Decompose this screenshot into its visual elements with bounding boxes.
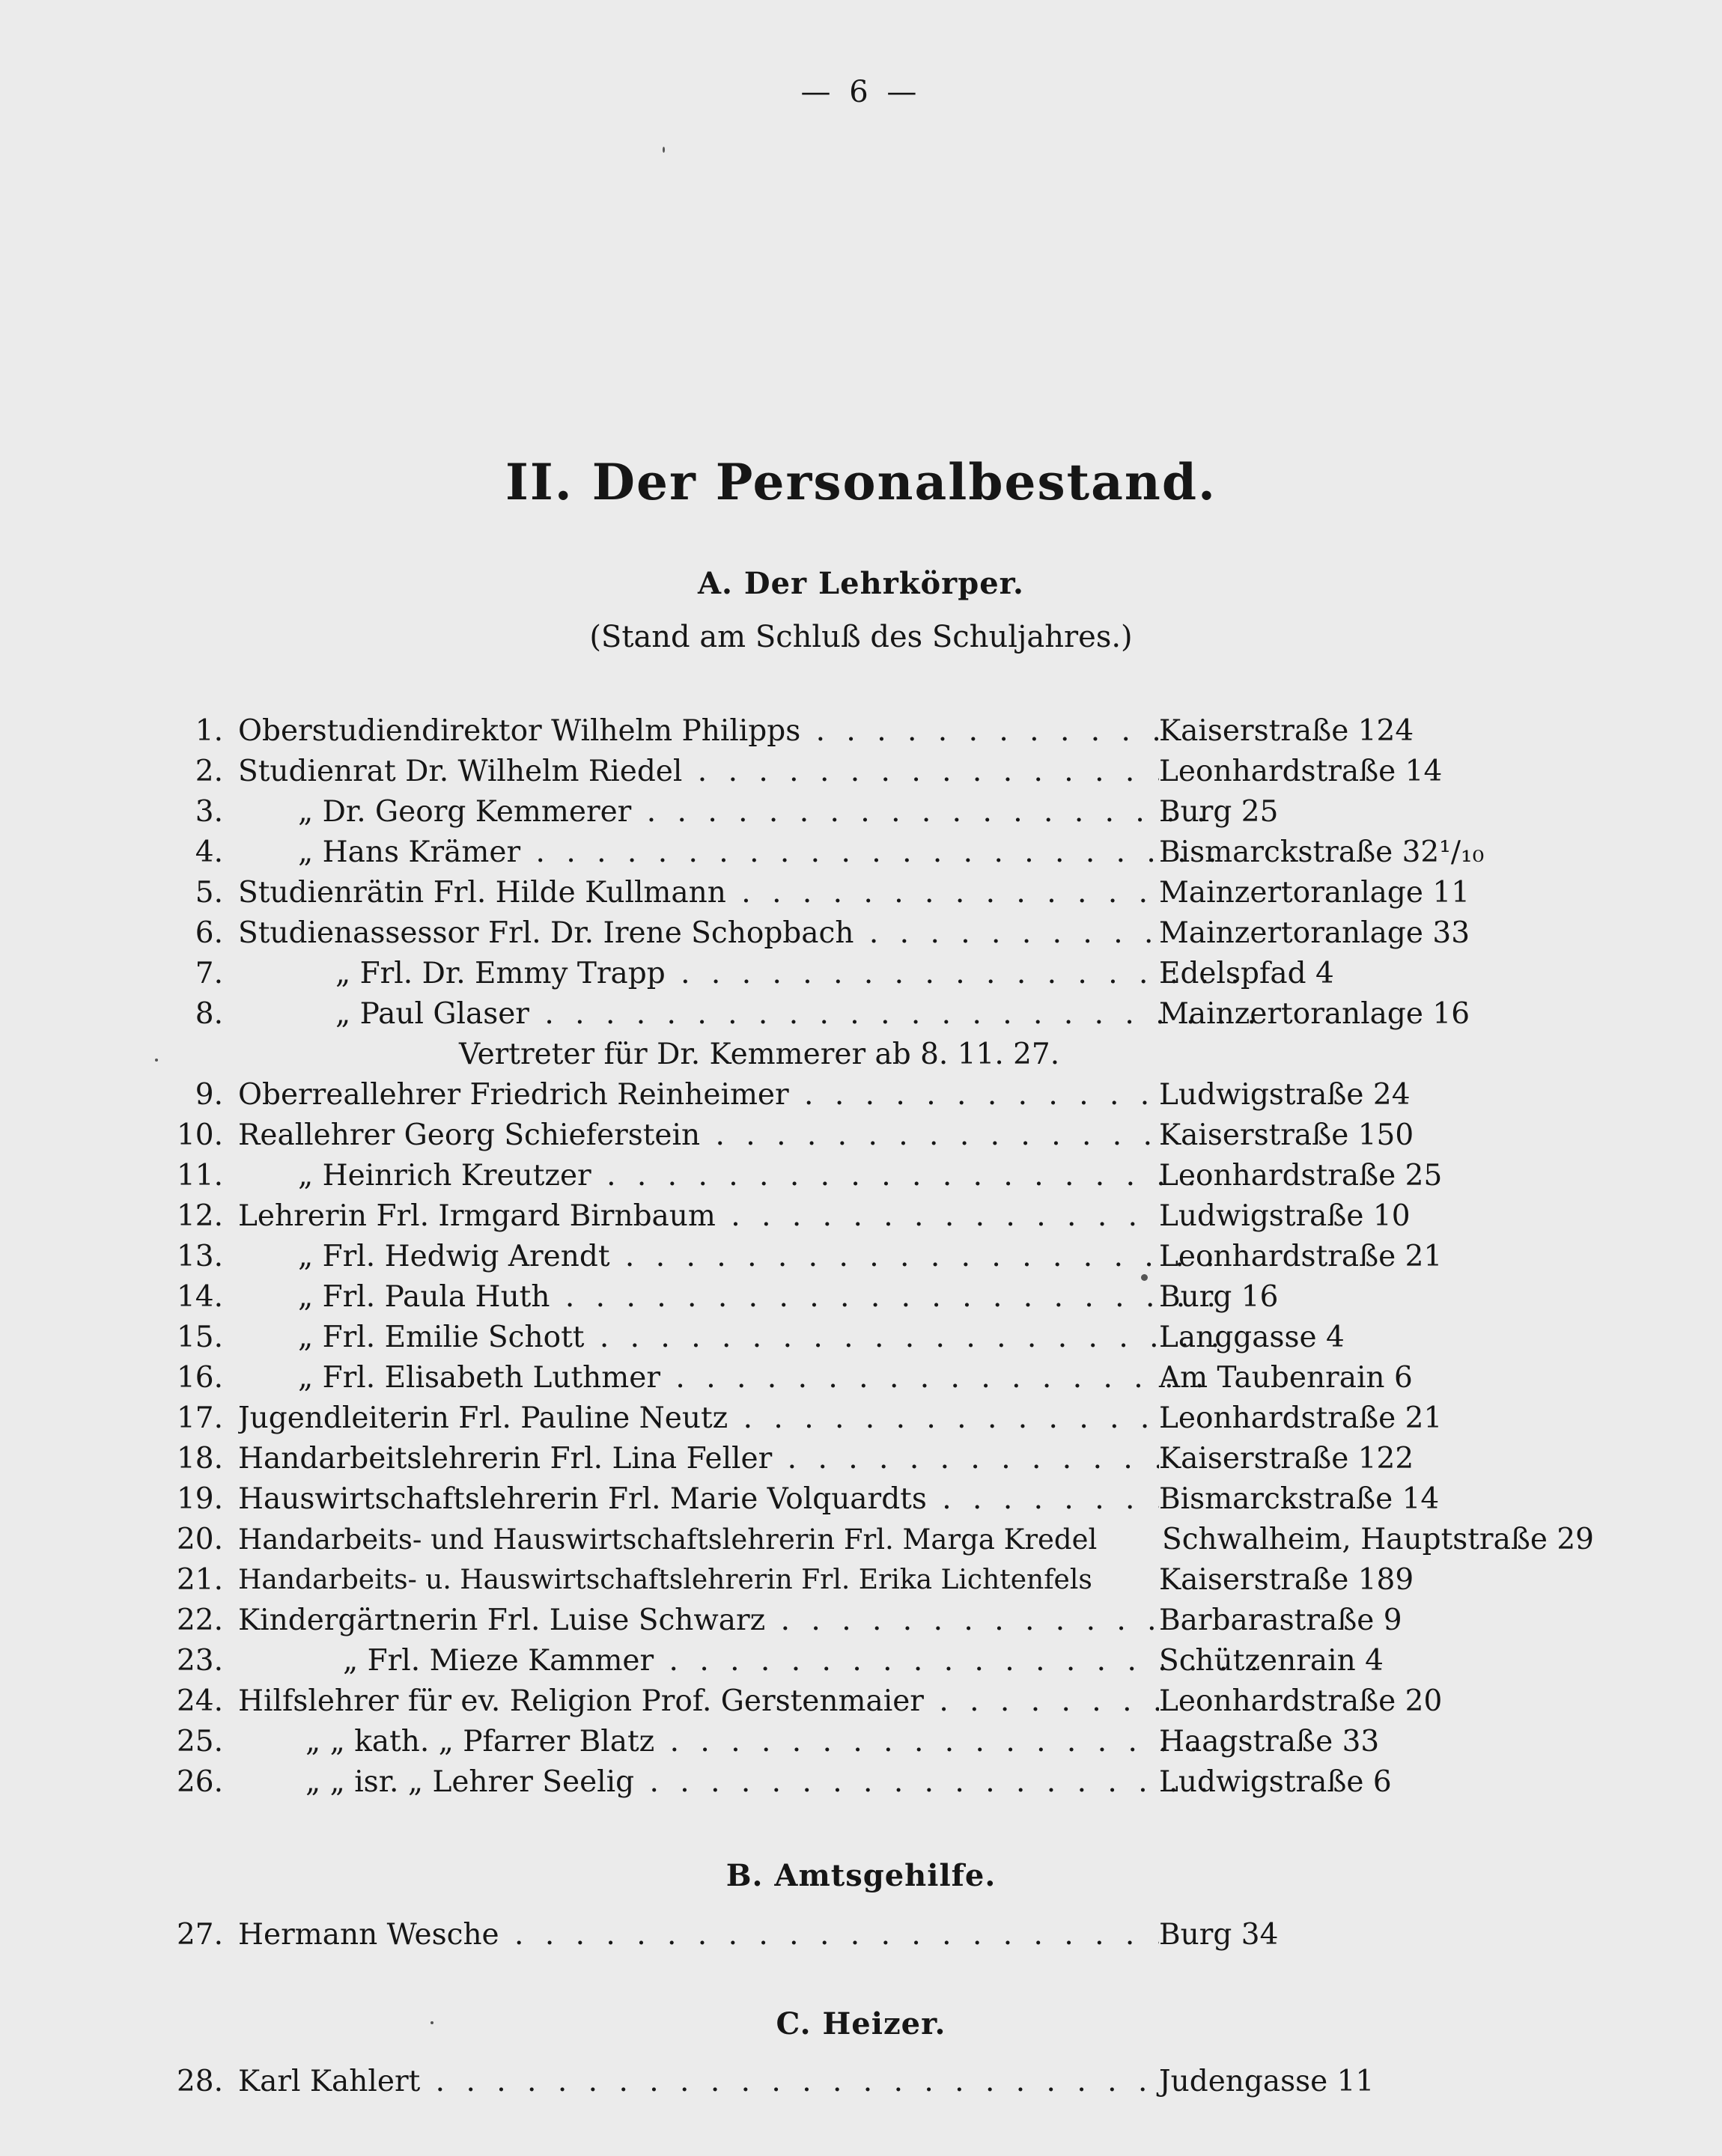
entry-number: 2.: [195, 755, 223, 788]
entry-number: 21.: [176, 1563, 223, 1597]
list-item: [0, 1439, 1722, 1479]
entry-name: Studienrat Dr. Wilhelm Riedel . . .: [238, 752, 1159, 792]
entry-address: Kaiserstraße 189: [1159, 1563, 1414, 1597]
list-item: [0, 1075, 1722, 1115]
entry-name: „ Frl. Emilie Schott . . .: [238, 1318, 1219, 1358]
entry-number: 7.: [195, 957, 223, 990]
entry-number: 11.: [176, 1159, 223, 1193]
entry-address: Burg 25: [1159, 795, 1279, 829]
entry-address: Bismarckstraße 14: [1159, 1482, 1440, 1516]
list-item: [0, 1318, 1722, 1358]
entry-number: 4.: [195, 835, 223, 869]
list-item: [0, 913, 1722, 954]
entry-name: „ Hans Krämer . . .: [238, 832, 1219, 873]
entry-number: 9.: [195, 1078, 223, 1112]
paper-speck: [155, 1059, 158, 1062]
entry-number: 15.: [176, 1321, 223, 1354]
list-item: [0, 1156, 1722, 1196]
list-item: [0, 1601, 1722, 1641]
entry-number: 23.: [176, 1644, 223, 1678]
entry-name: Reallehrer Georg Schieferstein . . .: [238, 1115, 1159, 1156]
entry-number: 8.: [195, 997, 223, 1031]
entry-name: Handarbeits- u. Hauswirtschaftslehrerin Frl. Erika Lichtenfels: [238, 1565, 1092, 1595]
list-item: [0, 1520, 1722, 1560]
entry-address: Am Taubenrain 6: [1159, 1361, 1413, 1395]
list-item: [0, 711, 1722, 752]
entry-address: Kaiserstraße 124: [1159, 714, 1414, 748]
entry-name: „ Frl. Mieze Kammer . . .: [238, 1641, 1264, 1681]
entry-name: Hermann Wesche . . .: [238, 1915, 1159, 1955]
list-item: [0, 2062, 1722, 2102]
entry-address: Schützenrain 4: [1159, 1644, 1384, 1678]
entry-name: Handarbeitslehrerin Frl. Lina Feller . . .: [238, 1439, 1159, 1479]
list-item: [0, 1398, 1722, 1439]
entry-address: Leonhardstraße 21: [1159, 1401, 1443, 1435]
entry-number: 16.: [176, 1361, 223, 1395]
entry-number: 13.: [176, 1240, 223, 1273]
entry-note: Vertreter für Dr. Kemmerer ab 8. 11. 27.: [459, 1038, 1060, 1071]
entry-name: Oberreallehrer Friedrich Reinheimer . . .: [238, 1075, 1159, 1115]
list-item: [0, 954, 1722, 994]
entry-number: 14.: [176, 1280, 223, 1314]
entry-number: 10.: [176, 1118, 223, 1152]
list-item: [0, 1115, 1722, 1156]
entry-number: 1.: [195, 714, 223, 748]
entry-address: Schwalheim, Hauptstraße 29: [1162, 1523, 1594, 1556]
entry-number: 5.: [195, 876, 223, 910]
entry-name: Kindergärtnerin Frl. Luise Schwarz . . .: [238, 1601, 1159, 1641]
entry-address: Haagstraße 33: [1159, 1725, 1380, 1758]
entry-address: Ludwigstraße 24: [1159, 1078, 1411, 1112]
entry-address: Kaiserstraße 122: [1159, 1442, 1414, 1476]
entry-number: 26.: [176, 1765, 223, 1799]
list-item: [0, 1035, 1722, 1075]
entry-number: 12.: [176, 1199, 223, 1233]
list-item: [0, 792, 1722, 832]
entry-name: Lehrerin Frl. Irmgard Birnbaum . . .: [238, 1196, 1159, 1237]
entry-number: 18.: [176, 1442, 223, 1476]
list-item: [0, 873, 1722, 913]
entry-name: „ „ kath. „ Pfarrer Blatz . . .: [238, 1722, 1226, 1762]
entry-name: Jugendleiterin Frl. Pauline Neutz . . .: [238, 1398, 1159, 1439]
section-b-heading: B. Amtsgehilfe.: [725, 1858, 997, 1893]
entry-name: „ Paul Glaser . . .: [238, 994, 1256, 1035]
entry-address: Burg 16: [1159, 1280, 1279, 1314]
entry-address: Ludwigstraße 10: [1159, 1199, 1411, 1233]
entry-address: Burg 34: [1159, 1918, 1279, 1952]
entry-address: Barbarastraße 9: [1159, 1604, 1402, 1637]
section-a-subheading: (Stand am Schluß des Schuljahres.): [589, 620, 1133, 654]
entry-name: „ Heinrich Kreutzer . . .: [238, 1156, 1219, 1196]
entry-number: 19.: [176, 1482, 223, 1516]
entry-name: Handarbeits- und Hauswirtschaftslehrerin Frl. Marga Kredel: [238, 1523, 1098, 1556]
entry-address: Mainzertoranlage 16: [1159, 997, 1470, 1031]
list-item: [0, 1277, 1722, 1318]
entry-number: 6.: [195, 916, 223, 950]
paper-speck: [431, 2021, 433, 2024]
entry-address: Leonhardstraße 21: [1159, 1240, 1443, 1273]
entry-address: Leonhardstraße 14: [1159, 755, 1443, 788]
entry-address: Leonhardstraße 20: [1159, 1684, 1443, 1718]
entry-number: 3.: [195, 795, 223, 829]
entry-number: 17.: [176, 1401, 223, 1435]
entry-number: 22.: [176, 1604, 223, 1637]
entry-number: 28.: [176, 2065, 223, 2098]
entry-address: Ludwigstraße 6: [1159, 1765, 1392, 1799]
list-item: [0, 1196, 1722, 1237]
section-c-heading: C. Heizer.: [776, 2006, 946, 2041]
paper-speck: [1141, 1274, 1148, 1281]
entry-address: Bismarckstraße 32¹/₁₀: [1159, 835, 1485, 869]
list-item: [0, 1560, 1722, 1601]
list-item: [0, 1915, 1722, 1955]
list-item: [0, 1681, 1722, 1722]
page-title: II. Der Personalbestand.: [505, 453, 1217, 511]
entry-name: „ Dr. Georg Kemmerer . . .: [238, 792, 1219, 832]
entry-name: Studienassessor Frl. Dr. Irene Schopbach . . .: [238, 913, 1159, 954]
list-item: [0, 1762, 1722, 1803]
list-item: [0, 994, 1722, 1035]
entry-name: „ „ isr. „ Lehrer Seelig . . .: [238, 1762, 1226, 1803]
entry-address: Judengasse 11: [1159, 2065, 1375, 2098]
list-item: [0, 832, 1722, 873]
list-item: [0, 1722, 1722, 1762]
entry-address: Edelspfad 4: [1159, 957, 1334, 990]
list-item: [0, 1358, 1722, 1398]
entry-number: 27.: [176, 1918, 223, 1952]
entry-address: Mainzertoranlage 11: [1159, 876, 1470, 910]
paper-speck: [663, 147, 665, 153]
entry-name: „ Frl. Elisabeth Luthmer . . .: [238, 1358, 1219, 1398]
entry-name: „ Frl. Dr. Emmy Trapp . . .: [238, 954, 1256, 994]
entry-number: 24.: [176, 1684, 223, 1718]
list-item: [0, 752, 1722, 792]
entry-address: Mainzertoranlage 33: [1159, 916, 1470, 950]
entry-name: Oberstudiendirektor Wilhelm Philipps . . .: [238, 711, 1159, 752]
entry-number: 20.: [176, 1523, 223, 1556]
entry-name: Hilfslehrer für ev. Religion Prof. Gerstenmaier . . .: [238, 1681, 1159, 1722]
entry-name: Hauswirtschaftslehrerin Frl. Marie Volquardts . . .: [238, 1479, 1159, 1520]
entry-address: Kaiserstraße 150: [1159, 1118, 1414, 1152]
entry-address: Leonhardstraße 25: [1159, 1159, 1443, 1193]
list-item: [0, 1479, 1722, 1520]
entry-name: „ Frl. Paula Huth . . .: [238, 1277, 1219, 1318]
entry-number: 25.: [176, 1725, 223, 1758]
entry-name: Studienrätin Frl. Hilde Kullmann . . .: [238, 873, 1159, 913]
entry-name: Karl Kahlert . . .: [238, 2062, 1159, 2102]
section-a-heading: A. Der Lehrkörper.: [698, 566, 1024, 601]
list-item: [0, 1641, 1722, 1681]
entry-name: „ Frl. Hedwig Arendt . . .: [238, 1237, 1219, 1277]
list-item: [0, 1237, 1722, 1277]
entry-address: Langgasse 4: [1159, 1321, 1345, 1354]
page-number: — 6 —: [800, 75, 922, 109]
